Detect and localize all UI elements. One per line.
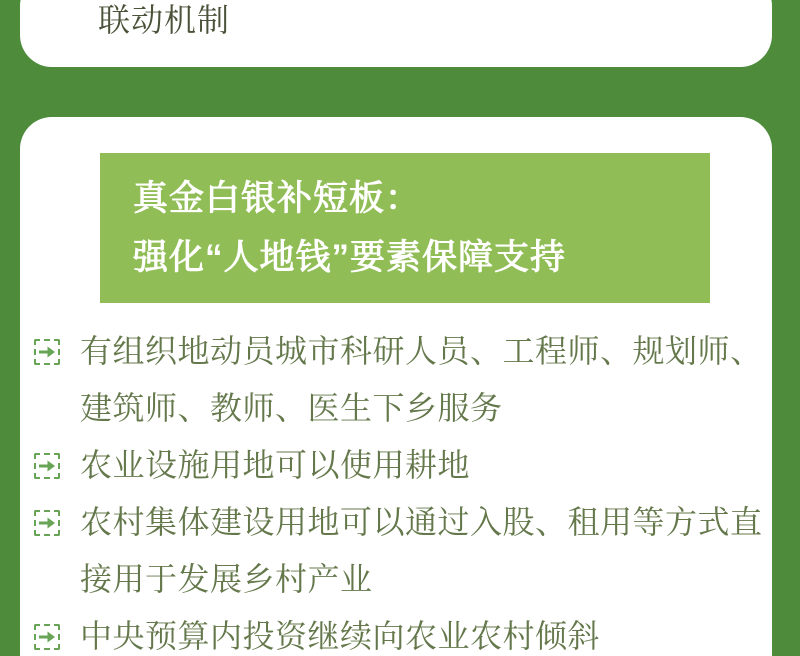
list-item [34, 323, 763, 437]
arrow-box-icon [34, 624, 60, 650]
list-item-text: 接用于发展乡村产业 [80, 561, 373, 597]
list-item [34, 608, 758, 656]
arrow-box-icon [34, 510, 60, 536]
top-card [20, 0, 772, 67]
list-item [34, 494, 763, 608]
bullet-list [34, 323, 763, 656]
list-item-text: 农业设施用地可以使用耕地 [80, 447, 471, 483]
list-item-text: 有组织地动员城市科研人员、工程师、规划师、 [80, 333, 763, 369]
list-item-text: 农村集体建设用地可以通过入股、租用等方式直 [80, 504, 763, 540]
arrow-box-icon [34, 453, 60, 479]
list-item-text: 中央预算内投资继续向农业农村倾斜 [80, 618, 601, 654]
arrow-box-icon [34, 339, 60, 365]
top-card-title: 联动机制 [98, 2, 231, 38]
section-header-line-1: 真金白银补短板： [133, 179, 422, 218]
list-item-text: 建筑师、教师、医生下乡服务 [80, 390, 503, 426]
section-header [100, 153, 710, 303]
section-header-line-2: 强化“人地钱”要素保障支持 [133, 238, 567, 277]
list-item [34, 437, 758, 494]
main-card [20, 117, 772, 656]
